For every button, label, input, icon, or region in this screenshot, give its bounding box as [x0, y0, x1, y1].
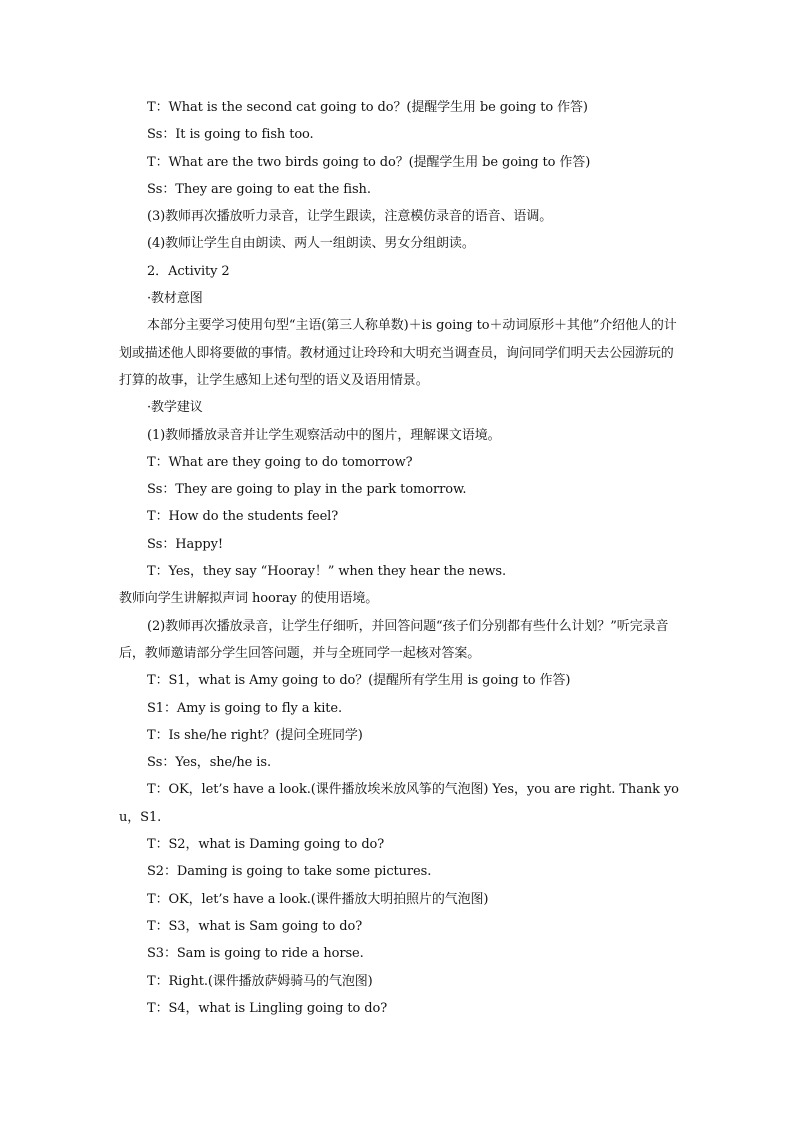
- dialogue-line: Ss：Happy!: [147, 536, 223, 552]
- step-paragraph: (2)教师再次播放录音，让学生仔细听，并回答问题“孩子们分别都有些什么计划？”听完录音后，教师邀请部分学生回答问题，并与全班同学一起核对答案。: [119, 618, 669, 661]
- intent-paragraph: 本部分主要学习使用句型“主语(第三人称单数)＋is going to＋动词原形＋其他”介绍他人的计划或描述他人即将要做的事情。教材通过让玲玲和大明充当调查员，询问同学们明天去公园游玩的打算的故事，让学生感知上述句型的语义及语用情景。: [119, 318, 677, 388]
- dialogue-line: T：S3，what is Sam going to do?: [147, 918, 363, 934]
- dialogue-line: T：Yes，they say “Hooray！” when they hear the news.: [147, 564, 507, 580]
- dialogue-line: T：S4，what is Lingling going to do?: [147, 1000, 388, 1016]
- step-text: (3)教师再次播放听力录音，让学生跟读，注意模仿录音的语音、语调。: [147, 209, 553, 225]
- dialogue-line: S3：Sam is going to ride a horse.: [147, 946, 364, 962]
- step-text: (4)教师让学生自由朗读、两人一组朗读、男女分组朗读。: [147, 236, 475, 252]
- subheading-textbook-intent: ·教材意图: [147, 291, 203, 307]
- dialogue-line: Ss：Yes，she/he is.: [147, 755, 271, 771]
- section-heading: 2．Activity 2: [147, 263, 230, 279]
- dialogue-line: T：S2，what is Daming going to do?: [147, 837, 385, 853]
- dialogue-line: Ss：They are going to play in the park tomorrow.: [147, 482, 467, 498]
- dialogue-line: S1：Amy is going to fly a kite.: [147, 700, 343, 716]
- dialogue-line: T：S1，what is Amy going to do？(提醒所有学生用 is going to 作答): [147, 673, 571, 689]
- dialogue-line: T：Right.(课件播放萨姆骑马的气泡图): [147, 973, 373, 989]
- lesson-plan-text: [119, 94, 679, 1022]
- dialogue-line: T：How do the students feel?: [147, 509, 339, 525]
- dialogue-paragraph: T：OK，let’s have a look.(课件播放埃米放风筝的气泡图) Yes，you are right. Thank you，S1.: [119, 782, 679, 825]
- dialogue-line: T：Is she/he right？(提问全班同学): [147, 727, 363, 743]
- dialogue-line: T：What is the second cat going to do？(提醒学生用 be going to 作答): [147, 100, 588, 115]
- step-text: (1)教师播放录音并让学生观察活动中的图片，理解课文语境。: [147, 427, 501, 443]
- dialogue-line: T：What are they going to do tomorrow?: [147, 454, 413, 470]
- dialogue-line: S2：Daming is going to take some pictures.: [147, 864, 432, 880]
- dialogue-line: Ss：It is going to fish too.: [147, 127, 314, 143]
- dialogue-line: T：What are the two birds going to do？(提醒学生用 be going to 作答): [147, 154, 591, 170]
- explanation-text: 教师向学生讲解拟声词 hooray 的使用语境。: [119, 591, 379, 607]
- dialogue-line: T：OK，let’s have a look.(课件播放大明拍照片的气泡图): [147, 891, 489, 907]
- dialogue-line: Ss：They are going to eat the fish.: [147, 181, 371, 197]
- subheading-teaching-suggestions: ·教学建议: [147, 400, 203, 416]
